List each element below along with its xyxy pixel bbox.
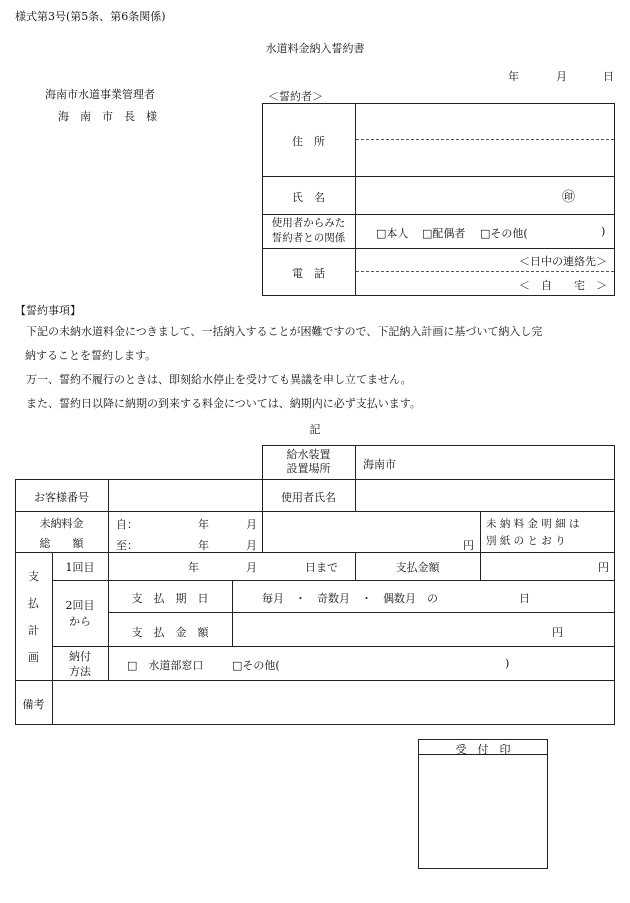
first-payment-label: 1回目 [65,561,95,574]
method-label-line1: 納付 [69,650,91,663]
from-month-label: 月 [246,518,257,531]
pledge-para1-line2: 納することを誓約します。 [25,349,157,362]
relation-label-line2: 誓約者との関係 [271,232,346,244]
pledge-heading: 【誓約事項】 [15,304,81,317]
pledge-para1-line1: 下記の未納水道料金につきまして、一括納入することが困難ですので、下記納入計画に基づいて納入し完 [15,325,543,338]
location-label-line1: 給水装置 [286,448,331,461]
method-other-checkbox[interactable]: □その他( [232,659,280,672]
document-title: 水道料金納入誓約書 [265,42,365,55]
relation-label [262,216,355,246]
relation-spouse-checkbox[interactable]: □配偶者 [422,227,466,240]
installment-yen-label: 円 [552,626,563,639]
location-label-line2: 設置場所 [286,462,331,475]
to-label: 至： [116,539,138,552]
detail-note-line1: 未 納 料 金 明 細 は [486,518,580,530]
unpaid-label-line2: 総 額 [39,537,84,550]
to-month-label: 月 [246,539,257,552]
first-payment-amount-field[interactable] [482,554,592,578]
detail-note-line2: 別 紙 の と お り [486,535,566,547]
address-field-2[interactable] [357,141,613,175]
pledge-para3: また、誓約日以降に納期の到来する料金については、納期内に必ず支払います。 [15,397,421,410]
unpaid-label-line1: 未納料金 [39,517,84,530]
pledger-section-label: ＜誓約者＞ [268,90,323,103]
phone-label: 電 話 [292,267,325,280]
user-name-field[interactable] [357,481,612,509]
ki-label: 記 [309,423,321,436]
first-payment-amount-label: 支払金額 [395,561,440,574]
payment-schedule-options[interactable]: 毎月 ・ 奇数月 ・ 偶数月 の [262,592,438,605]
date-month: 月 [556,70,567,83]
date-year: 年 [508,70,519,83]
pledge-paragraph-1 [15,320,615,416]
installment-amount-field[interactable] [234,614,544,644]
from-year-label: 年 [198,518,209,531]
name-field[interactable] [357,178,557,212]
method-label-line2: 方法 [69,665,91,678]
second-payment-label [52,598,108,630]
customer-number-field[interactable] [110,481,260,509]
remarks-field[interactable] [54,682,612,722]
date-day: 日 [603,70,614,83]
schedule-day-label: 日 [519,592,530,605]
relation-other-close: ) [601,225,606,238]
plan-char-4: 画 [28,651,39,664]
relation-other-checkbox[interactable]: □その他( [480,227,528,240]
unpaid-yen-label: 円 [463,539,474,552]
second-label-line2: から [69,615,91,628]
first-yen-label: 円 [598,561,609,574]
phone-home-label: ＜ 自 宅 ＞ [519,279,607,292]
reception-stamp-label: 受 付 印 [455,743,511,756]
to-year-label: 年 [198,539,209,552]
address-label: 住 所 [292,135,325,148]
customer-number-label: お客様番号 [34,491,89,504]
plan-char-1: 支 [28,570,39,583]
payment-plan-label [15,563,52,671]
method-counter-checkbox[interactable]: □ 水道部窓口 [127,659,204,672]
address-field-1[interactable] [357,106,613,138]
first-month-label: 月 [246,561,257,574]
second-label-line1: 2回目 [65,599,95,612]
location-value[interactable]: 海南市 [363,458,396,471]
method-other-close: ) [505,657,510,670]
relation-label-line1: 使用者からみた [271,217,346,229]
location-label [262,448,355,476]
form-number: 様式第3号(第5条、第6条関係) [15,10,166,23]
plan-char-2: 払 [28,597,39,610]
payment-amount-label: 支 払 金 額 [131,626,209,639]
phone-daytime-label: ＜日中の連絡先＞ [519,255,607,268]
addressee-line2: 海 南 市 長 様 [58,110,157,123]
addressee-line1: 海南市水道事業管理者 [45,88,155,101]
name-label: 氏 名 [292,191,325,204]
payment-method-label [52,649,108,679]
first-year-label: 年 [188,561,199,574]
unpaid-total-label [15,514,108,554]
first-until-label: 日まで [305,561,338,574]
remarks-label: 備考 [22,698,45,711]
detail-note [486,516,580,550]
unpaid-amount-field[interactable] [264,513,458,550]
pledge-para2: 万一、誓約不履行のときは、即刻給水停止を受けても異議を申し立てません。 [15,373,412,386]
seal-mark: ㊞ [562,190,576,205]
relation-self-checkbox[interactable]: □本人 [376,227,409,240]
plan-char-3: 計 [28,624,39,637]
from-label: 自： [116,518,138,531]
user-name-label: 使用者氏名 [281,491,336,504]
payment-period-label: 支 払 期 日 [131,592,209,605]
